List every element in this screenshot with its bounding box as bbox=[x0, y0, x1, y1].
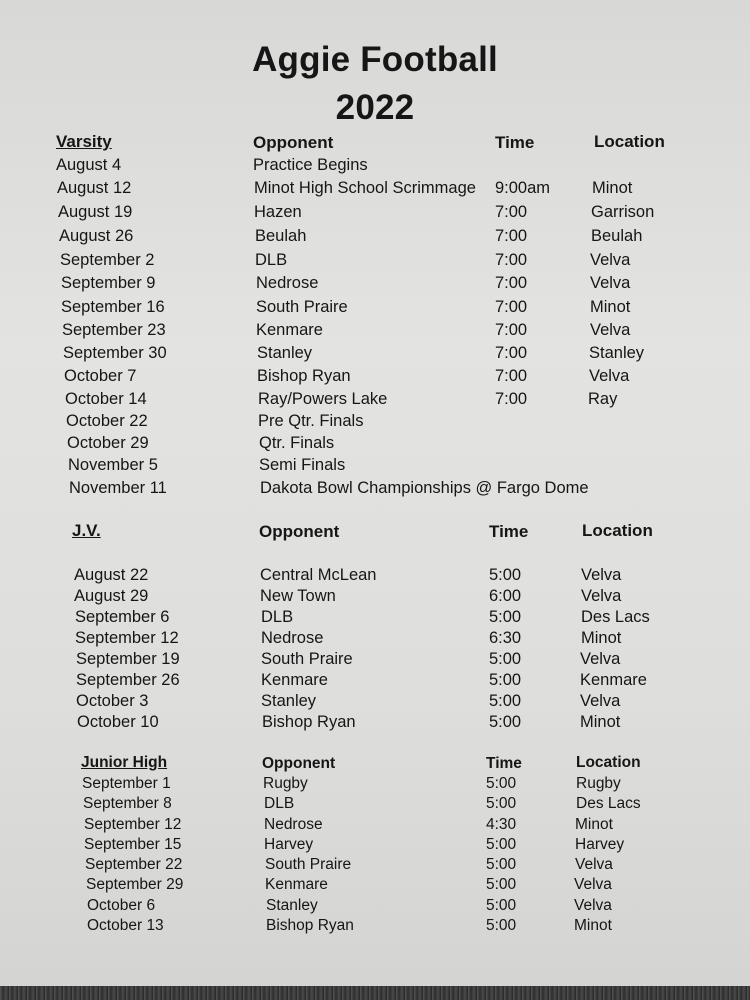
varsity-row-date: September 23 bbox=[62, 321, 166, 339]
varsity-row-time: 7:00 bbox=[495, 390, 528, 408]
varsity-row-time: 7:00 bbox=[495, 367, 528, 385]
varsity-row-opponent: Qtr. Finals bbox=[259, 434, 335, 452]
varsity-row-location: Velva bbox=[590, 321, 631, 339]
varsity-row-opponent: Nedrose bbox=[256, 274, 319, 292]
jv-row-opponent: Kenmare bbox=[261, 671, 328, 689]
jv-row-date: October 3 bbox=[76, 692, 149, 710]
junior-high-row-opponent: Stanley bbox=[266, 897, 318, 914]
jv-row-location: Des Lacs bbox=[581, 608, 650, 626]
varsity-row-location: Garrison bbox=[591, 203, 655, 221]
jv-row-date: August 22 bbox=[74, 566, 149, 584]
jv-row-date: September 19 bbox=[76, 650, 180, 668]
varsity-row-opponent: Stanley bbox=[257, 344, 313, 362]
varsity-row-opponent: DLB bbox=[255, 251, 288, 269]
jv-row-date: August 29 bbox=[74, 587, 149, 605]
jv-row-opponent: DLB bbox=[261, 608, 294, 626]
jv-row-time: 5:00 bbox=[489, 650, 522, 668]
varsity-row-time: 7:00 bbox=[495, 251, 528, 269]
varsity-row-date: September 30 bbox=[63, 344, 167, 362]
junior-high-header-label: Junior High bbox=[81, 754, 168, 771]
varsity-row-opponent: Practice Begins bbox=[253, 156, 368, 174]
junior-high-row-time: 5:00 bbox=[486, 795, 517, 812]
junior-high-row-location: Minot bbox=[575, 816, 613, 833]
varsity-row-date: September 2 bbox=[60, 251, 155, 269]
junior-high-row-date: September 15 bbox=[84, 836, 182, 853]
junior-high-row-opponent: Bishop Ryan bbox=[266, 917, 354, 934]
junior-high-row-location: Harvey bbox=[575, 836, 625, 853]
varsity-row-date: August 4 bbox=[56, 156, 122, 174]
varsity-row-location: Ray bbox=[588, 390, 618, 408]
jv-row-location: Velva bbox=[580, 650, 621, 668]
junior-high-header-opponent: Opponent bbox=[262, 755, 336, 772]
jv-row-location: Kenmare bbox=[580, 671, 647, 689]
jv-row-opponent: New Town bbox=[260, 587, 336, 605]
jv-row-location: Minot bbox=[580, 713, 621, 731]
junior-high-row-location: Minot bbox=[574, 917, 612, 934]
junior-high-row-time: 5:00 bbox=[486, 856, 517, 873]
jv-row-time: 6:00 bbox=[489, 587, 522, 605]
junior-high-header-location: Location bbox=[576, 754, 641, 771]
varsity-row-date: October 22 bbox=[66, 412, 148, 430]
jv-row-date: September 26 bbox=[76, 671, 180, 689]
jv-row-opponent: South Praire bbox=[261, 650, 353, 668]
jv-row-location: Velva bbox=[580, 692, 621, 710]
varsity-row-location: Velva bbox=[590, 274, 631, 292]
varsity-row-date: November 11 bbox=[69, 479, 167, 497]
varsity-row-opponent: Kenmare bbox=[256, 321, 323, 339]
varsity-row-opponent: Ray/Powers Lake bbox=[258, 390, 388, 408]
varsity-row-date: September 9 bbox=[61, 274, 156, 292]
varsity-row-location: Velva bbox=[589, 367, 630, 385]
varsity-header-label: Varsity bbox=[56, 132, 112, 151]
jv-row-date: September 6 bbox=[75, 608, 170, 626]
junior-high-row-date: October 13 bbox=[87, 917, 164, 934]
varsity-row-time: 9:00am bbox=[495, 179, 551, 197]
jv-row-opponent: Stanley bbox=[261, 692, 317, 710]
junior-high-row-location: Velva bbox=[574, 897, 612, 914]
varsity-row-opponent: Beulah bbox=[255, 227, 307, 245]
junior-high-row-location: Rugby bbox=[576, 775, 621, 792]
varsity-row-time: 7:00 bbox=[495, 227, 528, 245]
varsity-row-opponent: Bishop Ryan bbox=[257, 367, 351, 385]
varsity-row-date: October 7 bbox=[64, 367, 137, 385]
page-year: 2022 bbox=[335, 88, 415, 127]
varsity-row-time: 7:00 bbox=[495, 321, 528, 339]
varsity-row-location: Minot bbox=[592, 179, 633, 197]
junior-high-row-time: 4:30 bbox=[486, 816, 517, 833]
varsity-row-opponent: Minot High School Scrimmage bbox=[254, 179, 476, 197]
jv-header-location: Location bbox=[582, 521, 653, 540]
junior-high-row-time: 5:00 bbox=[486, 775, 517, 792]
junior-high-row-date: September 22 bbox=[85, 856, 183, 873]
varsity-row-location: Minot bbox=[590, 298, 631, 316]
junior-high-row-time: 5:00 bbox=[486, 917, 517, 934]
jv-row-opponent: Nedrose bbox=[261, 629, 324, 647]
jv-row-time: 5:00 bbox=[489, 713, 522, 731]
varsity-row-date: August 12 bbox=[57, 179, 132, 197]
junior-high-row-date: September 8 bbox=[83, 795, 172, 812]
varsity-row-opponent: Dakota Bowl Championships @ Fargo Dome bbox=[260, 479, 589, 497]
junior-high-row-location: Velva bbox=[574, 876, 612, 893]
jv-row-location: Velva bbox=[581, 587, 622, 605]
jv-row-time: 5:00 bbox=[489, 671, 522, 689]
jv-row-time: 5:00 bbox=[489, 692, 522, 710]
varsity-row-opponent: Semi Finals bbox=[259, 456, 346, 474]
jv-row-time: 5:00 bbox=[489, 608, 522, 626]
varsity-row-location: Velva bbox=[590, 251, 631, 269]
varsity-header-location: Location bbox=[594, 132, 665, 151]
jv-row-time: 6:30 bbox=[489, 629, 522, 647]
junior-high-row-opponent: Kenmare bbox=[265, 876, 328, 893]
jv-header-time: Time bbox=[489, 522, 529, 541]
jv-row-opponent: Central McLean bbox=[260, 566, 377, 584]
junior-high-row-date: October 6 bbox=[87, 897, 156, 914]
junior-high-row-date: September 29 bbox=[86, 876, 184, 893]
junior-high-row-date: September 1 bbox=[82, 775, 171, 792]
varsity-row-date: August 19 bbox=[58, 203, 133, 221]
junior-high-row-time: 5:00 bbox=[486, 876, 517, 893]
junior-high-header-time: Time bbox=[486, 755, 522, 772]
varsity-row-opponent: South Praire bbox=[256, 298, 348, 316]
varsity-row-time: 7:00 bbox=[495, 344, 528, 362]
varsity-row-date: October 14 bbox=[65, 390, 147, 408]
page-title: Aggie Football bbox=[252, 40, 498, 79]
jv-row-date: October 10 bbox=[77, 713, 159, 731]
junior-high-row-time: 5:00 bbox=[486, 836, 517, 853]
jv-row-opponent: Bishop Ryan bbox=[262, 713, 356, 731]
varsity-row-location: Stanley bbox=[589, 344, 645, 362]
jv-row-date: September 12 bbox=[75, 629, 179, 647]
jv-row-time: 5:00 bbox=[489, 566, 522, 584]
varsity-row-date: August 26 bbox=[59, 227, 134, 245]
jv-header-opponent: Opponent bbox=[259, 522, 340, 541]
varsity-row-date: September 16 bbox=[61, 298, 165, 316]
junior-high-row-date: September 12 bbox=[84, 816, 182, 833]
floor-background bbox=[0, 986, 750, 1000]
junior-high-row-opponent: South Praire bbox=[265, 856, 352, 873]
jv-header-label: J.V. bbox=[72, 521, 101, 540]
junior-high-row-location: Des Lacs bbox=[576, 795, 641, 812]
junior-high-row-time: 5:00 bbox=[486, 897, 517, 914]
jv-row-location: Minot bbox=[581, 629, 622, 647]
varsity-row-opponent: Pre Qtr. Finals bbox=[258, 412, 364, 430]
varsity-row-date: November 5 bbox=[68, 456, 158, 474]
varsity-row-date: October 29 bbox=[67, 434, 149, 452]
junior-high-row-location: Velva bbox=[575, 856, 613, 873]
varsity-row-time: 7:00 bbox=[495, 298, 528, 316]
varsity-header-opponent: Opponent bbox=[253, 133, 334, 152]
varsity-row-time: 7:00 bbox=[495, 274, 528, 292]
jv-row-location: Velva bbox=[581, 566, 622, 584]
varsity-header-time: Time bbox=[495, 133, 535, 152]
varsity-row-time: 7:00 bbox=[495, 203, 528, 221]
varsity-row-location: Beulah bbox=[591, 227, 643, 245]
varsity-row-opponent: Hazen bbox=[254, 203, 302, 221]
junior-high-row-opponent: DLB bbox=[264, 795, 295, 812]
junior-high-row-opponent: Nedrose bbox=[264, 816, 323, 833]
junior-high-row-opponent: Rugby bbox=[263, 775, 308, 792]
junior-high-row-opponent: Harvey bbox=[264, 836, 314, 853]
